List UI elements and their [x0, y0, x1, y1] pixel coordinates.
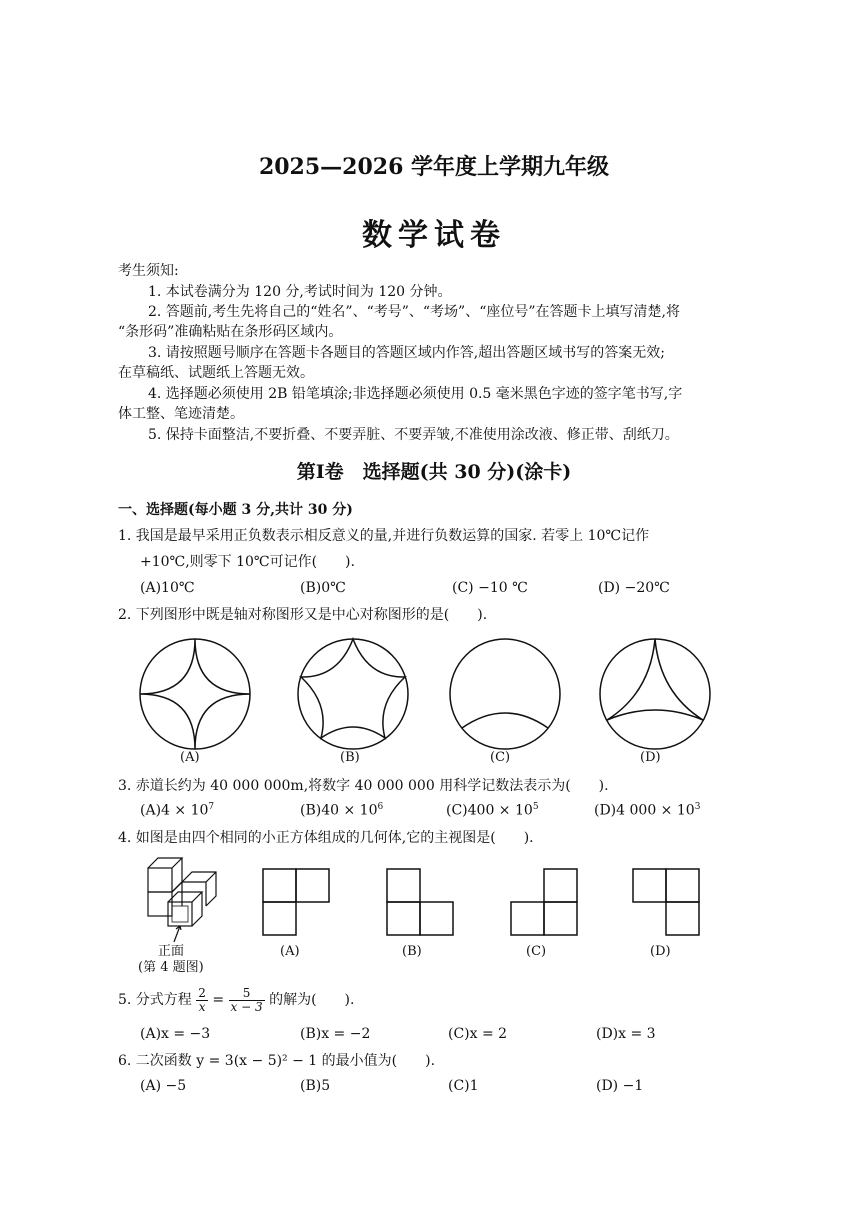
q1-text-line1: 1. 我国是最早采用正负数表示相反意义的量,并进行负数运算的国家. 若零上 10℃记作 — [118, 528, 650, 544]
notice-item: 在草稿纸、试题纸上答题无效。 — [118, 365, 314, 381]
q4-label-d: (D) — [650, 944, 671, 959]
q5-option-c: (C)x = 2 — [448, 1026, 508, 1042]
q4-view-a — [262, 868, 330, 936]
q1-option-a: (A)10℃ — [140, 580, 195, 596]
q1-text-line2: +10℃,则零下 10℃可记作( ). — [140, 554, 355, 570]
section-title: 第Ⅰ卷 选择题(共 30 分)(涂卡) — [296, 461, 572, 483]
q4-figure-caption: (第 4 题图) — [138, 960, 204, 975]
q5-option-b: (B)x = −2 — [300, 1026, 371, 1042]
q2-figure-a — [138, 638, 254, 750]
q1-option-d: (D) −20℃ — [598, 580, 670, 596]
q6-option-b: (B)5 — [300, 1078, 331, 1094]
q3-text: 3. 赤道长约为 40 000 000m,将数字 40 000 000 用科学记数法表示为( ). — [118, 778, 609, 794]
q4-view-b — [386, 868, 454, 936]
q2-text: 2. 下列图形中既是轴对称图形又是中心对称图形的是( ). — [118, 607, 488, 623]
q4-label-a: (A) — [280, 944, 300, 959]
q3-option-c: $(C)400 \times 10^5$ — [446, 802, 539, 819]
q6-option-a: (A) −5 — [140, 1078, 187, 1094]
notice-item: 2. 答题前,考生先将自己的“姓名”、“考号”、“考场”、“座位号”在答题卡上填写清楚,将 — [148, 304, 680, 320]
q5-text: 5. 分式方程 $\frac{2}{x}$ = $\frac{5}{x - 3}$ 的解为( ). — [118, 985, 355, 1014]
q4-text: 4. 如图是由四个相同的小正方体组成的几何体,它的主视图是( ). — [118, 830, 534, 846]
notice-item: “条形码”准确粘贴在条形码区域内。 — [118, 324, 343, 340]
q5-fraction-right: $\frac{5}{x - 3}$ — [230, 985, 263, 1014]
q1-option-b: (B)0℃ — [300, 580, 346, 596]
q2-figure-b — [296, 638, 412, 750]
q2-label-c: (C) — [490, 750, 511, 765]
notice-item: 5. 保持卡面整洁,不要折叠、不要弄脏、不要弄皱,不准使用涂改液、修正带、刮纸刀。 — [148, 427, 679, 443]
q2-figure-d — [598, 638, 714, 750]
notice-item: 体工整、笔迹清楚。 — [118, 406, 244, 422]
q4-cube-figure — [138, 856, 224, 944]
q2-label-d: (D) — [640, 750, 661, 765]
exam-year-title: 2025—2026 学年度上学期九年级 — [258, 154, 610, 180]
exam-subject-title: 数学试卷 — [362, 218, 506, 253]
notice-title: 考生须知: — [118, 263, 179, 279]
q3-option-b: $(B)40 \times 10^6$ — [300, 802, 384, 819]
part-heading: 一、选择题(每小题 3 分,共计 30 分) — [118, 502, 353, 518]
q3-option-a: $(A)4 \times 10^7$ — [140, 802, 215, 819]
notice-item: 3. 请按照题号顺序在答题卡各题目的答题区域内作答,超出答题区域书写的答案无效; — [148, 345, 665, 361]
q6-option-c: (C)1 — [448, 1078, 479, 1094]
q2-label-a: (A) — [180, 750, 200, 765]
q5-option-d: (D)x = 3 — [596, 1026, 656, 1042]
q4-label-b: (B) — [402, 944, 422, 959]
q5-fraction-left: $\frac{2}{x}$ — [198, 985, 206, 1014]
q6-option-d: (D) −1 — [596, 1078, 644, 1094]
notice-item: 4. 选择题必须使用 2B 铅笔填涂;非选择题必须使用 0.5 毫米黑色字迹的签字笔书写,字 — [148, 386, 683, 402]
q2-figure-c — [448, 638, 564, 750]
q4-view-d — [632, 868, 700, 936]
q5-option-a: (A)x = −3 — [140, 1026, 211, 1042]
q3-option-d: (D)4 $000 \times 10^3$ — [594, 802, 701, 819]
q4-label-c: (C) — [526, 944, 547, 959]
q1-option-c: (C) −10 ℃ — [452, 580, 528, 596]
q6-text: 6. 二次函数 y = 3(x − 5)² − 1 的最小值为( ). — [118, 1053, 436, 1069]
q4-view-c — [510, 868, 578, 936]
notice-item: 1. 本试卷满分为 120 分,考试时间为 120 分钟。 — [148, 284, 452, 300]
q4-front-label: 正面 — [158, 944, 185, 959]
q2-label-b: (B) — [340, 750, 360, 765]
